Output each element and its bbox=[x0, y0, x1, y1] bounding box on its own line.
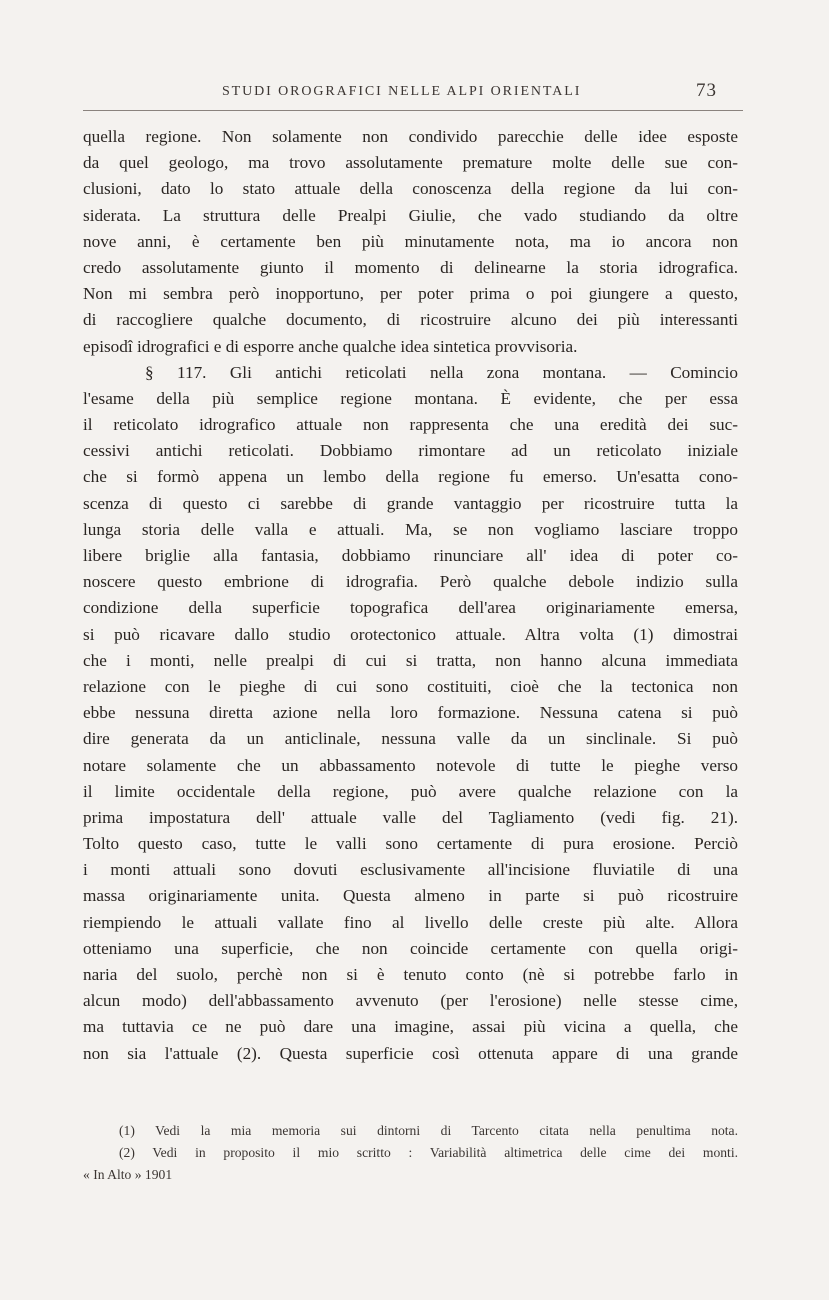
text-line: i monti attuali sono dovuti esclusivamente all'incisione fluviatile di una bbox=[83, 860, 738, 880]
text-line: nove anni, è certamente ben più minutamente nota, ma io ancora non bbox=[83, 231, 738, 251]
text-line: che i monti, nelle prealpi di cui si tratta, non hanno alcuna immediata bbox=[83, 650, 738, 670]
text-line: si può ricavare dallo studio orotectonico attuale. Altra volta (1) dimostrai bbox=[83, 624, 738, 644]
page-number: 73 bbox=[696, 80, 717, 101]
body-text bbox=[83, 124, 738, 1067]
running-head: STUDI OROGRAFICI NELLE ALPI ORIENTALI bbox=[222, 84, 582, 99]
footnotes bbox=[83, 1120, 738, 1186]
section-heading-line: § 117. Gli antichi reticolati nella zona montana. — Comincio bbox=[145, 362, 738, 382]
text-line: relazione con le pieghe di cui sono costituiti, cioè che la tectonica non bbox=[83, 676, 738, 696]
text-line: ma tuttavia ce ne può dare una imagine, assai più vicina a quella, che bbox=[83, 1017, 738, 1037]
text-line: scenza di questo ci sarebbe di grande vantaggio per ricostruire tutta la bbox=[83, 493, 738, 513]
text-line: lunga storia delle valla e attuali. Ma, se non vogliamo lasciare troppo bbox=[83, 519, 738, 539]
text-line: il limite occidentale della regione, può avere qualche relazione con la bbox=[83, 781, 738, 801]
text-line: notare solamente che un abbassamento notevole di tutte le pieghe verso bbox=[83, 755, 738, 775]
text-line: condizione della superficie topografica dell'area originariamente emersa, bbox=[83, 598, 738, 618]
text-line: naria del suolo, perchè non si è tenuto conto (nè si potrebbe farlo in bbox=[83, 965, 738, 984]
header-rule bbox=[83, 110, 743, 111]
footnote-2-continuation: « In Alto » 1901 bbox=[83, 1167, 173, 1182]
text-line: Non mi sembra però inopportuno, per poter prima o poi giungere a questo, bbox=[83, 284, 738, 304]
footnote-1: (1) Vedi la mia memoria sui dintorni di Tarcento citata nella penultima nota. bbox=[119, 1123, 738, 1138]
text-line: da quel geologo, ma trovo assolutamente premature molte delle sue con- bbox=[83, 153, 738, 173]
text-line: clusioni, dato lo stato attuale della conoscenza della regione da lui con- bbox=[83, 179, 738, 199]
text-line: prima impostatura dell' attuale valle del Tagliamento (vedi fig. 21). bbox=[83, 807, 738, 827]
text-line: libere briglie alla fantasia, dobbiamo rinunciare all' idea di poter co- bbox=[83, 546, 738, 565]
text-line: cessivi antichi reticolati. Dobbiamo rimontare ad un reticolato iniziale bbox=[83, 441, 738, 461]
text-line: Tolto questo caso, tutte le valli sono certamente di pura erosione. Perciò bbox=[83, 834, 738, 854]
text-line: ebbe nessuna diretta azione nella loro formazione. Nessuna catena si può bbox=[83, 703, 738, 723]
text-line: episodî idrografici e di esporre anche qualche idea sintetica provvisoria. bbox=[83, 336, 578, 356]
text-line: di raccogliere qualche documento, di ricostruire alcuno dei più interessanti bbox=[83, 310, 738, 330]
text-line: otteniamo una superficie, che non coincide certamente con quella origi- bbox=[83, 938, 738, 958]
text-line: siderata. La struttura delle Prealpi Giulie, che vado studiando da oltre bbox=[83, 205, 738, 225]
text-line: massa originariamente unita. Questa almeno in parte si può ricostruire bbox=[83, 886, 738, 906]
text-line: riempiendo le attuali vallate fino al livello delle creste più alte. Allora bbox=[83, 912, 738, 932]
text-line: non sia l'attuale (2). Questa superficie così ottenuta appare di una grande bbox=[83, 1043, 738, 1063]
text-line: il reticolato idrografico attuale non rappresenta che una eredità dei suc- bbox=[83, 415, 738, 435]
text-line: che si formò appena un lembo della regione fu emerso. Un'esatta cono- bbox=[83, 467, 738, 487]
text-line: l'esame della più semplice regione montana. È evidente, che per essa bbox=[83, 388, 738, 408]
text-line: credo assolutamente giunto il momento di delinearne la storia idrografica. bbox=[83, 257, 738, 277]
text-line: quella regione. Non solamente non condivido parecchie delle idee esposte bbox=[83, 127, 738, 146]
text-line: noscere questo embrione di idrografia. Però qualche debole indizio sulla bbox=[83, 572, 738, 592]
text-line: alcun modo) dell'abbassamento avvenuto (per l'erosione) nelle stesse cime, bbox=[83, 991, 738, 1011]
footnote-2: (2) Vedi in proposito il mio scritto : Variabilità altimetrica delle cime dei monti. bbox=[119, 1145, 738, 1160]
text-line: dire generata da un anticlinale, nessuna valle da un sinclinale. Si può bbox=[83, 729, 738, 749]
